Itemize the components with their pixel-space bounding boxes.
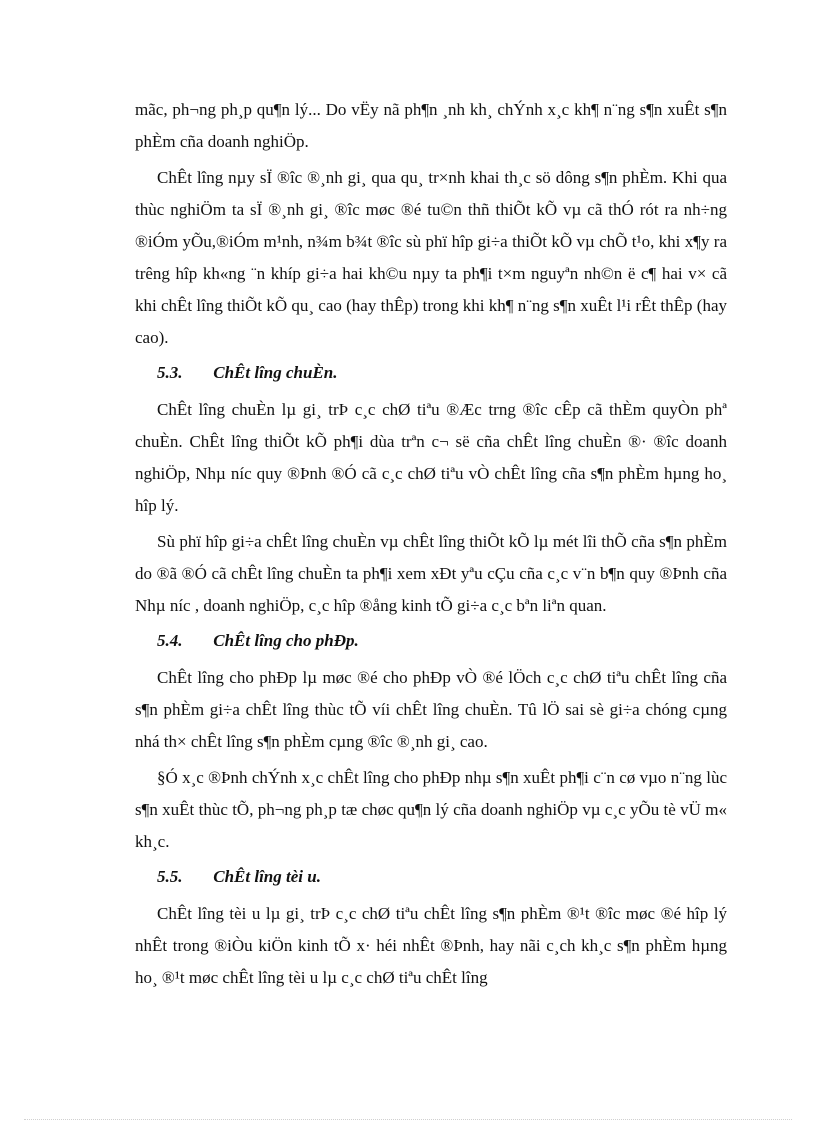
paragraph-standard-quality: ChÊt lîng chuÈn lµ gi¸ trÞ c¸c chØ tiªu ®Æc trng ®îc cÊp cã thÈm quyÒn phª chuÈn. ChÊt lîng thiÕt kÕ ph¶i dùa trªn c¬ së cña chÊt lîng chuÈn ®· ®îc doanh nghiÖp, Nhµ níc quy ®Þnh ®Ó cã c¸c chØ tiªu vÒ chÊt lîng cña s¶n phÈm hµng ho¸ hîp lý.	[135, 400, 727, 515]
paragraph-standard-design-fit: Sù phï hîp gi÷a chÊt lîng chuÈn vµ chÊt lîng thiÕt kÕ lµ mét lîi thÕ cña s¶n phÈm do ®ã ®Ó cã chÊt lîng chuÈn ta ph¶i xem xÐt yªu cÇu cña c¸c v¨n b¶n quy ®Þnh cña Nhµ níc , doanh nghiÖp, c¸c hîp ®ång kinh tÕ gi÷a c¸c bªn liªn quan.	[135, 532, 727, 615]
paragraph-allowed-quality: ChÊt lîng cho phÐp lµ møc ®é cho phÐp vÒ ®é lÖch c¸c chØ tiªu chÊt lîng cña s¶n phÈm gi÷a chÊt lîng thùc tÕ víi chÊt lîng chuÈn. Tû lÖ sai sè gi÷a chóng cµng nhá th× chÊt lîng s¶n phÈm cµng ®îc ®¸nh gi¸ cao.	[135, 668, 727, 751]
section-heading-5-4	[157, 626, 727, 656]
paragraph-quality-evaluation: ChÊt lîng nµy sÏ ®îc ®¸nh gi¸ qua qu¸ tr×nh khai th¸c sö dông s¶n phÈm. Khi qua thùc nghiÖm ta sÏ ®¸nh gi¸ ®îc møc ®é tu©n thñ thiÕt kÕ vµ cã thÓ rót ra nh÷ng ®iÓm yÕu,®iÓm m¹nh, n¾m b¾t ®îc sù phï hîp gi÷a thiÕt kÕ vµ chÕ t¹o, khi x¶y ra trêng hîp kh«ng ¨n khíp gi÷a hai kh©u nµy ta ph¶i t×m nguyªn nh©n ë c¶ hai v× cã khi chÊt lîng thiÕt kÕ qu¸ cao (hay thÊp) trong khi kh¶ n¨ng s¶n xuÊt l¹i rÊt thÊp (hay cao).	[135, 168, 727, 347]
section-heading-5-5	[157, 862, 727, 892]
paragraph-optimal-quality: ChÊt lîng tèi u lµ gi¸ trÞ c¸c chØ tiªu chÊt lîng s¶n phÈm ®¹t ®îc møc ®é hîp lý nhÊt trong ®iÒu kiÖn kinh tÕ x· héi nhÊt ®Þnh, hay nãi c¸ch kh¸c s¶n phÈm hµng ho¸ ®¹t møc chÊt lîng tèi u lµ c¸c chØ tiªu chÊt lîng	[135, 904, 727, 987]
section-number: 5.3.	[157, 363, 183, 382]
section-heading-5-3	[157, 358, 727, 388]
paragraph-intro: mãc, ph¬ng ph¸p qu¶n lý... Do vËy nã ph¶n ¸nh kh¸ chÝnh x¸c kh¶ n¨ng s¶n xuÊt s¶n phÈm cña doanh nghiÖp.	[135, 100, 727, 151]
page-bottom-divider	[24, 1119, 792, 1120]
paragraph-allowed-quality-basis: §Ó x¸c ®Þnh chÝnh x¸c chÊt lîng cho phÐp nhµ s¶n xuÊt ph¶i c¨n cø vµo n¨ng lùc s¶n xuÊt thùc tÕ, ph¬ng ph¸p tæ chøc qu¶n lý cña doanh nghiÖp vµ c¸c yÕu tè vÜ m« kh¸c.	[135, 768, 727, 851]
page-content	[135, 94, 727, 998]
section-number: 5.4.	[157, 631, 183, 650]
section-number: 5.5.	[157, 867, 183, 886]
section-title: ChÊt lîng cho phÐp.	[213, 631, 359, 650]
section-title: ChÊt lîng chuÈn.	[213, 363, 338, 382]
section-title: ChÊt lîng tèi u.	[213, 867, 321, 886]
